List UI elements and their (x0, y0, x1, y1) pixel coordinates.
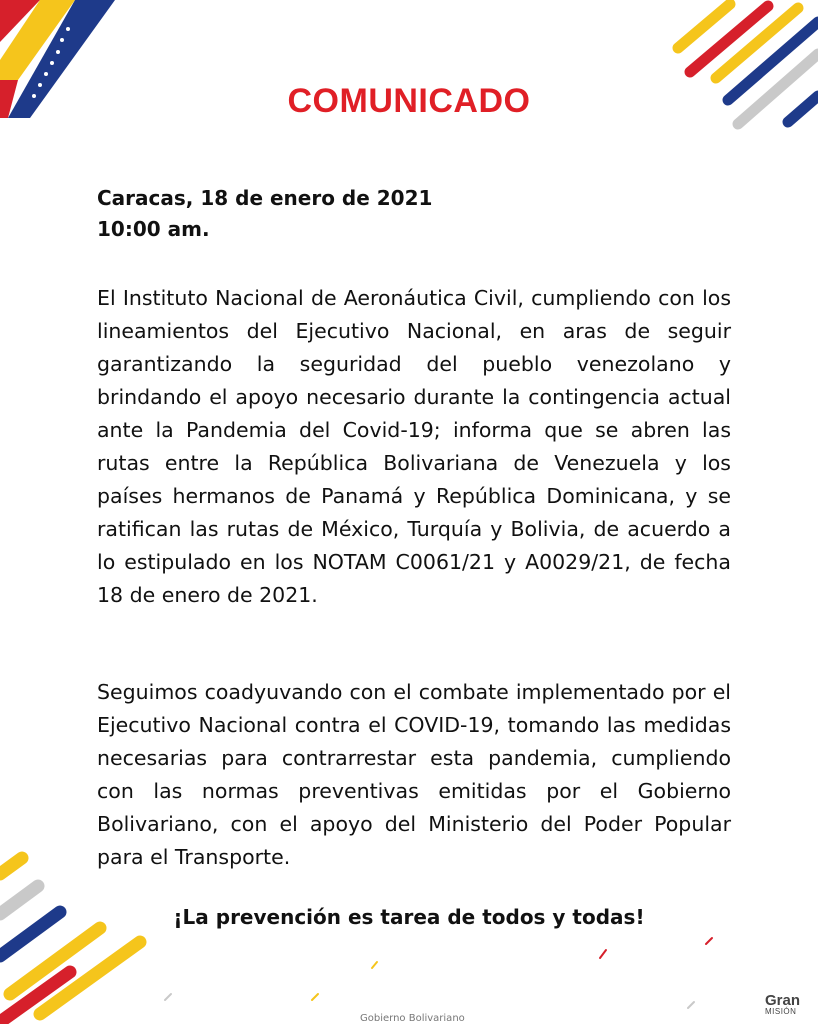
paragraph-measures: Seguimos coadyuvando con el combate implementado por el Ejecutivo Nacional contra el COVID-19, tomando las medidas necesarias para contrarrestar esta pandemia, cumpliendo con las normas preventivas emitidas por el Gobierno Bolivariano, con el apoyo del Ministerio del Poder Popular para el Transporte. (97, 680, 731, 869)
page-title: COMUNICADO (287, 82, 531, 120)
logo-line-1: Gran (764, 992, 800, 1009)
time-line: 10:00 am. (97, 217, 210, 241)
date-line: Caracas, 18 de enero de 2021 (97, 186, 433, 210)
closing-slogan: ¡La prevención es tarea de todos y todas! (173, 905, 645, 929)
gran-mision-logo (765, 993, 800, 1016)
footer-text: Gobierno Bolivariano (360, 1013, 465, 1024)
dateline (97, 183, 432, 245)
paragraph-announcement: El Instituto Nacional de Aeronáutica Civil, cumpliendo con los lineamientos del Ejecutivo Nacional, en aras de seguir garantizando la seguridad del pueblo venezolano y brindando el apoyo necesario durante la contingencia actual ante la Pandemia del Covid-19; informa que se abren las rutas entre la República Bolivariana de Venezuela y los países hermanos de Panamá y República Dominicana, y se ratifican las rutas de México, Turquía y Bolivia, de acuerdo a lo estipulado en los NOTAM C0061/21 y A0029/21, de fecha 18 de enero de 2021. (97, 286, 731, 607)
logo-line-2: MISIÓN (764, 1007, 797, 1016)
